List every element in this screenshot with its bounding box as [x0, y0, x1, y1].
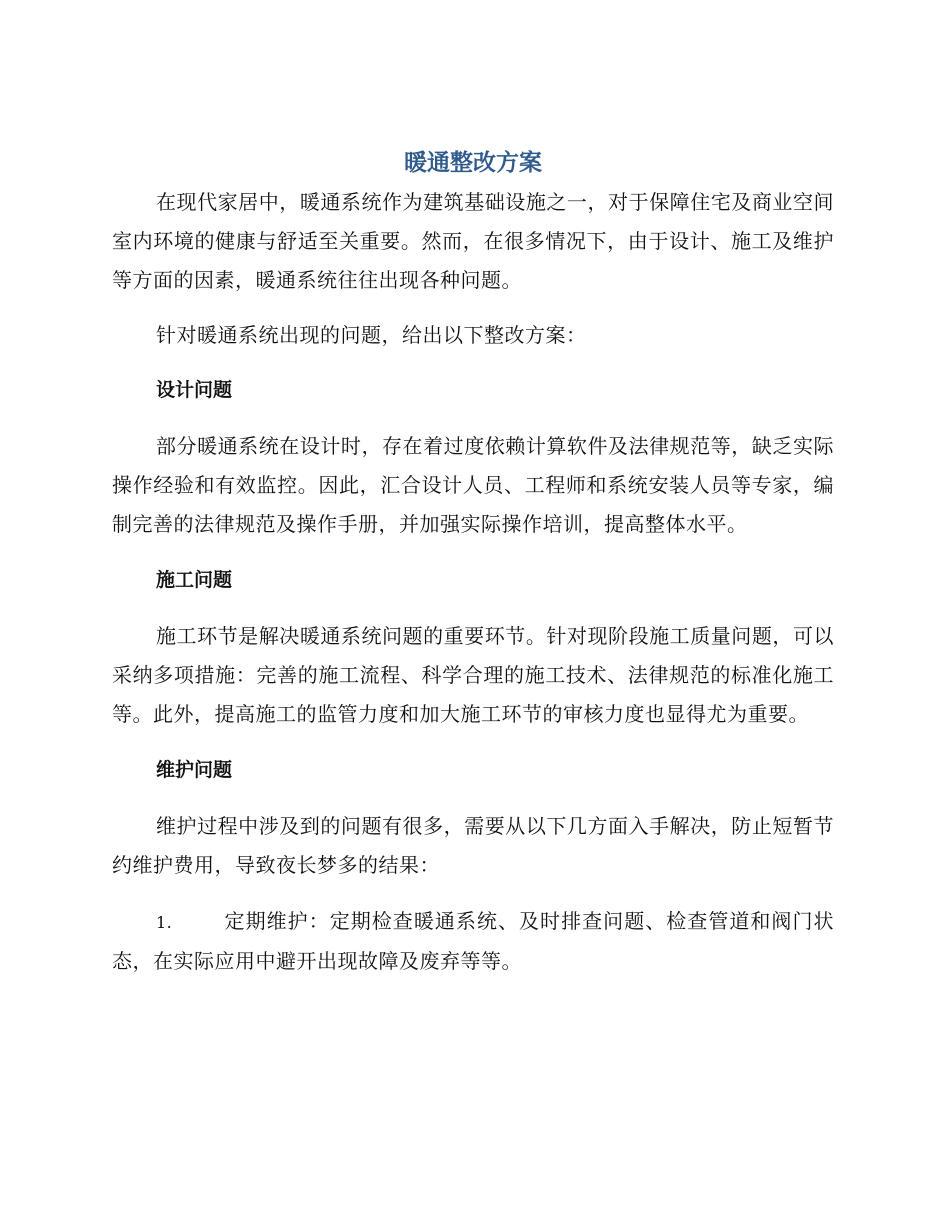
intro-paragraph: 在现代家居中，暖通系统作为建筑基础设施之一，对于保障住宅及商业空间室内环境的健康与舒适至关重要。然而，在很多情况下，由于设计、施工及维护等方面的因素，暖通系统往往出现各种问题。 — [112, 190, 834, 292]
section-body-maintenance: 维护过程中涉及到的问题有很多，需要从以下几方面入手解决，防止短暂节约维护费用，导致夜长梦多的结果： — [112, 814, 834, 877]
list-item — [112, 902, 834, 981]
list-item-text: 定期维护：定期检查暖通系统、及时排查问题、检查管道和阀门状态，在实际应用中避开出现故障及废弃等等。 — [112, 909, 834, 973]
section-body-construction: 施工环节是解决暖通系统问题的重要环节。针对现阶段施工质量问题，可以采纳多项措施：完善的施工流程、科学合理的施工技术、法律规范的标准化施工等。此外，提高施工的监管力度和加大施工环节的审核力度也显得尤为重要。 — [112, 624, 834, 726]
document-content — [112, 143, 834, 981]
document-title: 暖通整改方案 — [404, 150, 542, 176]
list-item-number: 1. — [156, 913, 173, 932]
section-body-design: 部分暖通系统在设计时，存在着过度依赖计算软件及法律规范等，缺乏实际操作经验和有效监控。因此，汇合设计人员、工程师和系统安装人员等专家，编制完善的法律规范及操作手册，并加强实际操作培训，提高整体水平。 — [112, 434, 834, 536]
section-heading-design: 设计问题 — [156, 379, 233, 401]
section-heading-construction: 施工问题 — [156, 569, 233, 591]
section-heading-maintenance: 维护问题 — [156, 759, 233, 781]
lead-paragraph: 针对暖通系统出现的问题，给出以下整改方案： — [156, 323, 587, 347]
